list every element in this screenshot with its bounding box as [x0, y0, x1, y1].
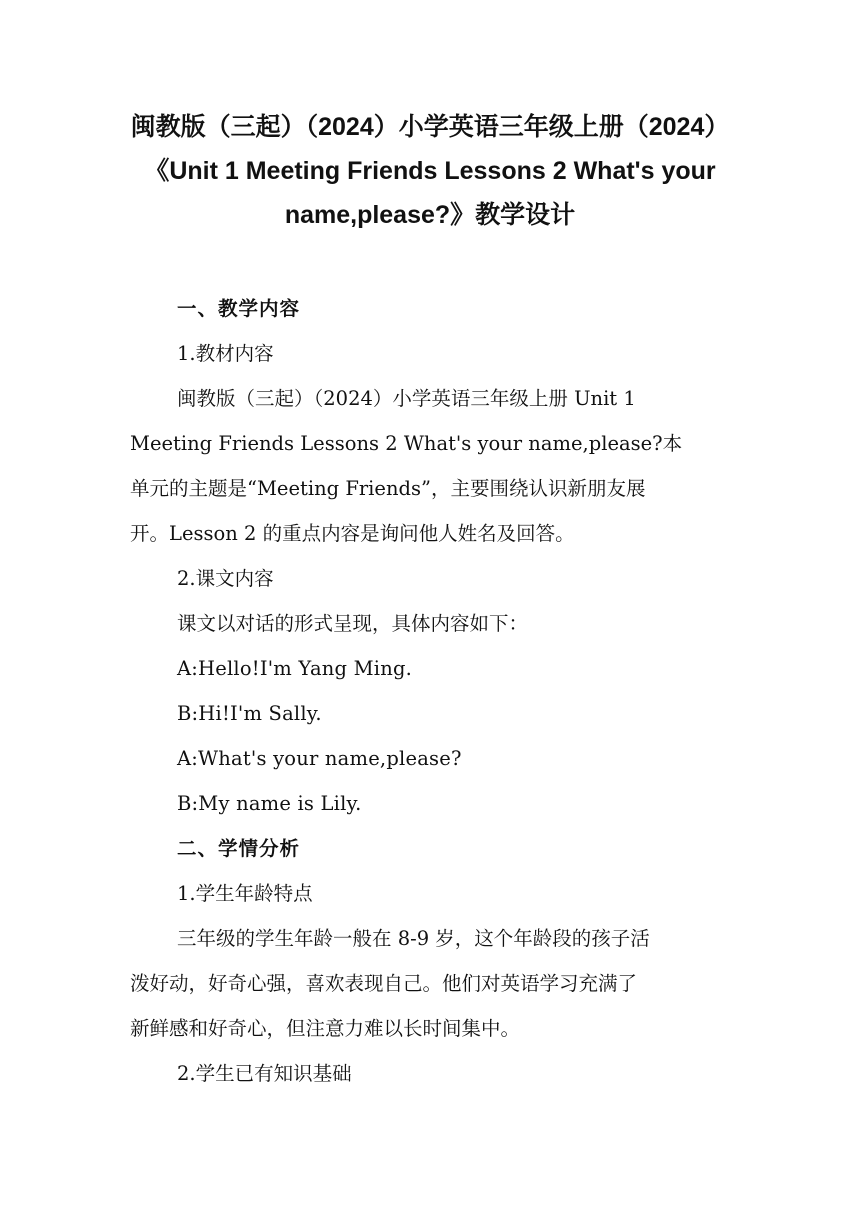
dialog-line: B:My name is Lily.: [177, 792, 362, 815]
section-heading-teaching-content: 一、教学内容: [177, 297, 301, 320]
subheading-prior-knowledge: 2.学生已有知识基础: [177, 1062, 352, 1085]
title-line-2: 《Unit 1 Meeting Friends Lessons 2 What's your: [144, 157, 716, 185]
subheading-textbook-content: 1.教材内容: [177, 342, 274, 365]
paragraph-line: 开。Lesson 2 的重点内容是询问他人姓名及回答。: [130, 522, 575, 545]
paragraph-line: 泼好动，好奇心强，喜欢表现自己。他们对英语学习充满了: [130, 972, 638, 995]
paragraph-line: 新鲜感和好奇心，但注意力难以长时间集中。: [130, 1017, 521, 1040]
paragraph-line: 单元的主题是“Meeting Friends”，主要围绕认识新朋友展: [130, 477, 646, 500]
section-heading-student-analysis: 二、学情分析: [177, 837, 301, 860]
subheading-lesson-text: 2.课文内容: [177, 567, 274, 590]
document-body: [130, 286, 730, 1096]
document-title: [100, 105, 760, 237]
paragraph-line: 三年级的学生年龄一般在 8-9 岁，这个年龄段的孩子活: [177, 927, 650, 950]
subheading-student-age: 1.学生年龄特点: [177, 882, 313, 905]
dialog-intro: 课文以对话的形式呈现，具体内容如下：: [177, 612, 529, 635]
paragraph-line: Meeting Friends Lessons 2 What's your name,please?本: [130, 432, 683, 455]
dialog-line: A:Hello!I'm Yang Ming.: [177, 657, 413, 680]
paragraph-line: 闽教版（三起）（2024）小学英语三年级上册 Unit 1: [177, 387, 636, 410]
title-line-3: name,please?》教学设计: [284, 201, 576, 229]
dialog-line: B:Hi!I'm Sally.: [177, 702, 322, 725]
dialog-line: A:What's your name,please?: [177, 747, 462, 770]
title-line-1: 闽教版（三起）（2024）小学英语三年级上册（2024）: [130, 113, 730, 141]
